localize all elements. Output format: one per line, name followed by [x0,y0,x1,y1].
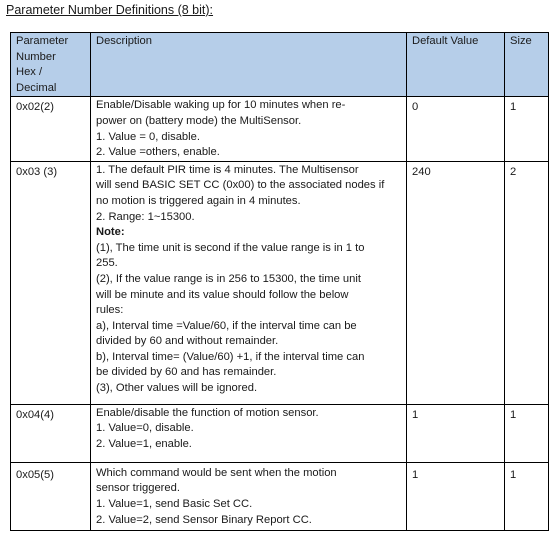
size-cell: 1 [505,97,549,161]
default-value-cell: 1 [407,404,505,462]
description-cell: Enable/disable the function of motion sensor. 1. Value=0, disable. 2. Value=1, enable. [91,404,407,462]
default-value-cell: 0 [407,97,505,161]
table-row [11,462,549,530]
size-cell: 2 [505,161,549,404]
table-row [11,404,549,462]
param-number-cell: 0x03 (3) [11,161,91,404]
description-cell: 1. The default PIR time is 4 minutes. The Multisensor will send BASIC SET CC (0x00) to the associated nodes if no motion is triggered again in 4 minutes. 2. Range: 1~15300. Note: (1), The time unit is second if the value range is in 1 to 255. (2), If the value range is in 256 to 15300, the time unit will be minute and its value should follow the below rules: a), Interval time =Value/60, if the interval time can be divided by 60 and without remainder. b), Interval time= (Value/60) +1, if the interval time can be divided by 60 and has remainder. (3), Other values will be ignored. [91,161,407,404]
size-cell: 1 [505,404,549,462]
description-cell: Enable/Disable waking up for 10 minutes when re- power on (battery mode) the MultiSensor. 1. Value = 0, disable. 2. Value =others, enable. [91,97,407,161]
param-number-cell: 0x05(5) [11,462,91,530]
header-default-value: Default Value [407,33,505,97]
param-number-cell: 0x02(2) [11,97,91,161]
header-parameter-number: Parameter Number Hex / Decimal [11,33,91,97]
table-header-row [11,33,549,97]
default-value-cell: 240 [407,161,505,404]
note-label: Note: [96,226,125,239]
section-title: Parameter Number Definitions (8 bit): [6,3,214,17]
table-row [11,161,549,404]
description-cell: Which command would be sent when the motion sensor triggered. 1. Value=1, send Basic Set CC. 2. Value=2, send Sensor Binary Report CC. [91,462,407,530]
header-description: Description [91,33,407,97]
parameter-table [10,32,549,531]
default-value-cell: 1 [407,462,505,530]
header-size: Size [505,33,549,97]
table-row [11,97,549,161]
param-number-cell: 0x04(4) [11,404,91,462]
size-cell: 1 [505,462,549,530]
